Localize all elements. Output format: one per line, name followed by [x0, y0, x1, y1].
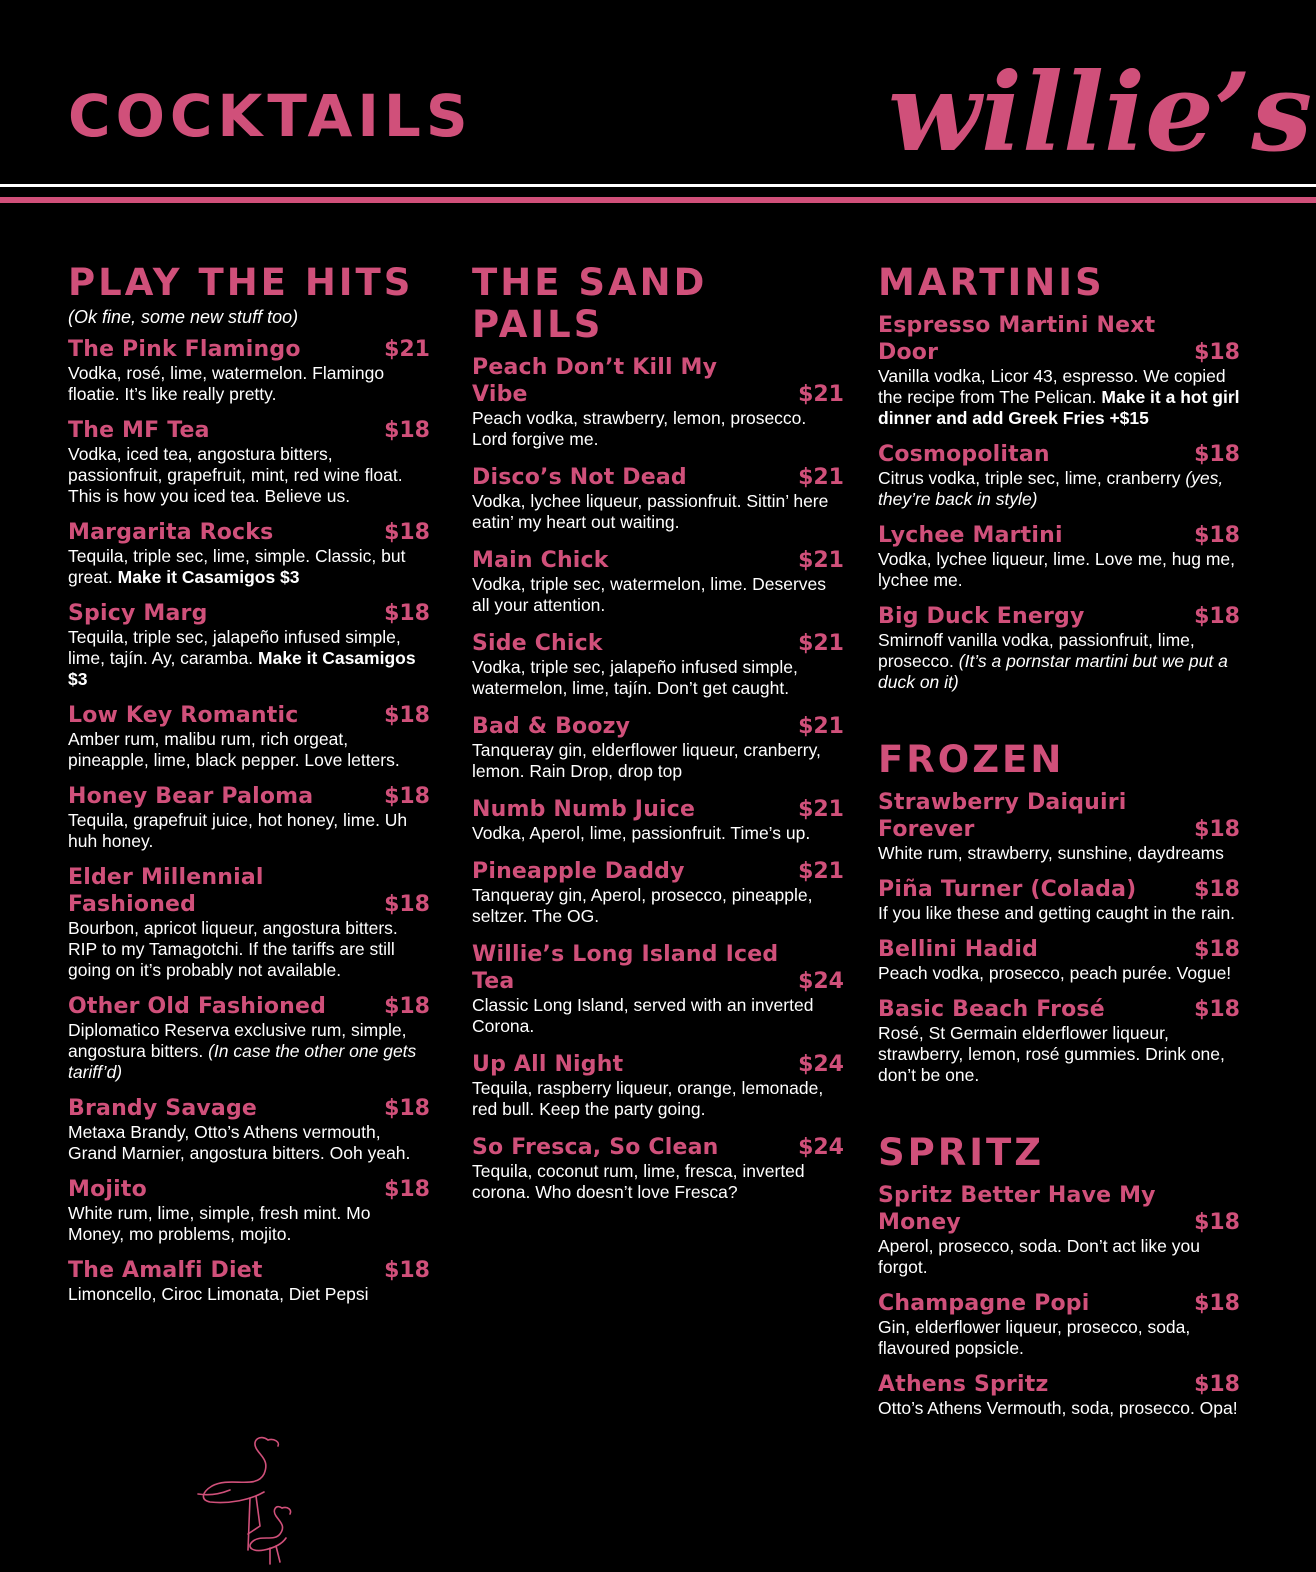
menu-item-name: Strawberry Daiquiri Forever — [878, 790, 1127, 842]
menu-item-name: Willie’s Long Island Iced Tea — [472, 942, 779, 994]
menu-item-header — [472, 941, 844, 995]
menu-item-name: Numb Numb Juice — [472, 797, 696, 822]
menu-item-header — [878, 1182, 1240, 1236]
menu-item-name: The Amalfi Diet — [68, 1258, 263, 1283]
menu-item-description — [68, 1284, 430, 1305]
menu-section — [68, 262, 430, 1305]
section-title: THE SAND PAILS — [472, 261, 708, 346]
menu-item-price: $18 — [1194, 1291, 1240, 1316]
menu-item-desc-text: Metaxa Brandy, Otto’s Athens vermouth, Grand Marnier, angostura bitters. Ooh yeah. — [68, 1122, 411, 1163]
menu-item-name: Lychee Martini — [878, 523, 1063, 548]
menu-item-price: $18 — [384, 1177, 430, 1202]
menu-item — [472, 1051, 844, 1120]
menu-item — [68, 702, 430, 771]
menu-item — [472, 941, 844, 1037]
menu-item-header — [472, 464, 844, 491]
menu-item-desc-text: Vodka, triple sec, jalapeño infused simple, watermelon, lime, tajín. Don’t get caught. — [472, 657, 798, 698]
menu-column-3 — [878, 262, 1240, 1431]
menu-item-name: Brandy Savage — [68, 1096, 258, 1121]
menu-item-header — [878, 996, 1240, 1023]
menu-item-header — [68, 993, 430, 1020]
menu-item-desc-text: Tequila, triple sec, lime, simple. Classic, but great. — [68, 546, 406, 587]
willies-logo — [880, 40, 1313, 190]
menu-item-description — [878, 366, 1240, 429]
menu-item-desc-text: Peach vodka, prosecco, peach purée. Vogue! — [878, 963, 1232, 983]
menu-item-price: $18 — [1194, 523, 1240, 548]
menu-item-header — [472, 630, 844, 657]
menu-item-desc-text: Tequila, grapefruit juice, hot honey, lime. Uh huh honey. — [68, 810, 408, 851]
section-title: FROZEN — [878, 738, 1065, 781]
menu-item — [878, 996, 1240, 1086]
menu-item-header — [68, 864, 430, 918]
menu-item-price: $18 — [1194, 937, 1240, 962]
menu-item-desc-text: White rum, strawberry, sunshine, daydreams — [878, 843, 1224, 863]
menu-item-desc-text: Citrus vodka, triple sec, lime, cranberry — [878, 468, 1181, 488]
flamingo-icon — [190, 1430, 320, 1565]
menu-item-desc-text: Tanqueray gin, elderflower liqueur, cranberry, lemon. Rain Drop, drop top — [472, 740, 821, 781]
menu-item — [878, 441, 1240, 510]
menu-item-description — [472, 657, 844, 699]
menu-item — [472, 547, 844, 616]
menu-column-1 — [68, 262, 430, 1317]
menu-item-description — [472, 408, 844, 450]
menu-item-desc-text: Vodka, rosé, lime, watermelon. Flamingo floatie. It’s like really pretty. — [68, 363, 385, 404]
menu-item-header — [878, 936, 1240, 963]
menu-item-header — [472, 713, 844, 740]
menu-item-price: $24 — [798, 1052, 844, 1077]
menu-item-price: $18 — [1194, 340, 1240, 365]
menu-item-price: $21 — [798, 797, 844, 822]
menu-item-description — [68, 810, 430, 852]
menu-item-desc-text: Diplomatico Reserva exclusive rum, simple, angostura bitters. — [68, 1020, 407, 1061]
menu-item — [472, 713, 844, 782]
menu-item-name: Other Old Fashioned — [68, 994, 327, 1019]
menu-item-desc-text: Amber rum, malibu rum, rich orgeat, pineapple, lime, black pepper. Love letters. — [68, 729, 400, 770]
menu-item-name: Big Duck Energy — [878, 604, 1085, 629]
menu-item-description — [472, 885, 844, 927]
menu-item-description — [68, 1203, 430, 1245]
menu-item-desc-text: Aperol, prosecco, soda. Don’t act like you forgot. — [878, 1236, 1200, 1277]
menu-item — [472, 1134, 844, 1203]
menu-item-list — [878, 789, 1240, 1086]
menu-item-description — [878, 1398, 1240, 1419]
menu-item-name: Margarita Rocks — [68, 520, 274, 545]
menu-item-desc-text: Vodka, Aperol, lime, passionfruit. Time’s up. — [472, 823, 811, 843]
menu-item-upsell: Make it Casamigos $3 — [68, 648, 416, 689]
header-divider-pink — [0, 197, 1316, 203]
menu-item-aside: (It’s a pornstar martini but we put a duck on it) — [878, 651, 1228, 692]
menu-item-upsell: Make it Casamigos $3 — [117, 567, 300, 587]
menu-item-price: $21 — [798, 548, 844, 573]
menu-item-header — [68, 702, 430, 729]
section-subtitle: (Ok fine, some new stuff too) — [68, 307, 299, 327]
menu-item — [878, 603, 1240, 693]
menu-item-aside: (yes, they’re back in style) — [878, 468, 1224, 509]
menu-item-header — [878, 876, 1240, 903]
menu-item-list — [472, 354, 844, 1203]
menu-item-header — [68, 600, 430, 627]
menu-item-upsell: Make it a hot girl dinner and add Greek Fries +$15 — [878, 387, 1240, 428]
menu-item-description — [68, 1020, 430, 1083]
menu-item-price: $18 — [384, 1258, 430, 1283]
menu-item-name: Low Key Romantic — [68, 703, 299, 728]
menu-item-price: $18 — [1194, 1210, 1240, 1235]
menu-item-price: $21 — [798, 859, 844, 884]
menu-item-desc-text: Vodka, triple sec, watermelon, lime. Deserves all your attention. — [472, 574, 827, 615]
menu-item-name: Espresso Martini Next Door — [878, 313, 1156, 365]
menu-section — [472, 262, 844, 1203]
menu-item-name: Athens Spritz — [878, 1372, 1049, 1397]
menu-item-desc-text: Vanilla vodka, Licor 43, espresso. We copied the recipe from The Pelican. — [878, 366, 1226, 407]
menu-item — [878, 876, 1240, 924]
menu-item — [68, 336, 430, 405]
menu-column-2 — [472, 262, 844, 1217]
menu-item — [472, 630, 844, 699]
menu-item-description — [68, 1122, 430, 1164]
menu-item-desc-text: Vodka, lychee liqueur, passionfruit. Sittin’ here eatin’ my heart out waiting. — [472, 491, 829, 532]
menu-item-list — [878, 1182, 1240, 1419]
menu-item — [878, 522, 1240, 591]
menu-item-header — [472, 796, 844, 823]
willies-logo-text: willie’s — [888, 50, 1313, 176]
menu-item-description — [878, 1023, 1240, 1086]
menu-item-description — [68, 729, 430, 771]
menu-item-name: Spritz Better Have My Money — [878, 1183, 1156, 1235]
menu-item — [878, 1371, 1240, 1419]
menu-item-price: $24 — [798, 969, 844, 994]
menu-item-price: $18 — [384, 994, 430, 1019]
menu-item-header — [878, 789, 1240, 843]
menu-item-desc-text: Vodka, lychee liqueur, lime. Love me, hug me, lychee me. — [878, 549, 1236, 590]
menu-item-header — [472, 547, 844, 574]
page-title: COCKTAILS — [68, 82, 473, 150]
menu-item-description — [472, 1161, 844, 1203]
menu-item-header — [68, 1095, 430, 1122]
menu-item — [878, 936, 1240, 984]
menu-item-header — [878, 522, 1240, 549]
menu-item-name: Main Chick — [472, 548, 609, 573]
menu-item-price: $18 — [384, 601, 430, 626]
menu-item-header — [878, 441, 1240, 468]
menu-item-price: $18 — [384, 892, 430, 917]
menu-item-price: $21 — [798, 382, 844, 407]
menu-section — [878, 262, 1240, 693]
menu-item-description — [878, 1317, 1240, 1359]
menu-item-description — [68, 627, 430, 690]
menu-item-name: So Fresca, So Clean — [472, 1135, 719, 1160]
menu-item-name: Piña Turner (Colada) — [878, 877, 1137, 902]
menu-item-description — [878, 843, 1240, 864]
menu-item-description — [472, 1078, 844, 1120]
menu-item — [68, 993, 430, 1083]
menu-item-description — [472, 740, 844, 782]
menu-item-header — [68, 336, 430, 363]
menu-item — [68, 1095, 430, 1164]
menu-item-description — [472, 995, 844, 1037]
menu-item-price: $21 — [798, 465, 844, 490]
menu-item-price: $18 — [384, 703, 430, 728]
menu-item-header — [68, 783, 430, 810]
menu-item-name: The MF Tea — [68, 418, 210, 443]
menu-item-header — [472, 858, 844, 885]
menu-item-header — [68, 1257, 430, 1284]
menu-item — [68, 1176, 430, 1245]
menu-item — [68, 519, 430, 588]
menu-item-name: Bad & Boozy — [472, 714, 631, 739]
menu-item — [878, 1290, 1240, 1359]
menu-item-name: Peach Don’t Kill My Vibe — [472, 355, 718, 407]
menu-item-list — [68, 336, 430, 1305]
menu-item-price: $18 — [1194, 442, 1240, 467]
menu-item-price: $18 — [1194, 604, 1240, 629]
menu-item-price: $21 — [384, 337, 430, 362]
menu-item-name: Honey Bear Paloma — [68, 784, 314, 809]
menu-item-price: $18 — [1194, 877, 1240, 902]
menu-item-desc-text: Vodka, iced tea, angostura bitters, passionfruit, grapefruit, mint, red wine float. This is how you iced tea. Believe us. — [68, 444, 403, 506]
menu-item-price: $18 — [1194, 1372, 1240, 1397]
menu-item-name: Cosmopolitan — [878, 442, 1050, 467]
menu-item-header — [68, 1176, 430, 1203]
section-title: SPRITZ — [878, 1131, 1045, 1174]
menu-item-header — [472, 1134, 844, 1161]
menu-item-description — [878, 903, 1240, 924]
menu-item-header — [472, 1051, 844, 1078]
menu-item-name: Up All Night — [472, 1052, 624, 1077]
menu-item — [68, 600, 430, 690]
menu-item-price: $18 — [384, 418, 430, 443]
menu-item-desc-text: Tequila, raspberry liqueur, orange, lemonade, red bull. Keep the party going. — [472, 1078, 824, 1119]
menu-item-description — [878, 630, 1240, 693]
menu-item-desc-text: Tequila, triple sec, jalapeño infused simple, lime, tajín. Ay, caramba. — [68, 627, 401, 668]
menu-item-description — [68, 918, 430, 981]
section-title: PLAY THE HITS — [68, 261, 414, 304]
menu-item-name: Bellini Hadid — [878, 937, 1039, 962]
menu-item-desc-text: Smirnoff vanilla vodka, passionfruit, lime, prosecco. — [878, 630, 1195, 671]
menu-item-name: Champagne Popi — [878, 1291, 1090, 1316]
menu-item-name: Basic Beach Frosé — [878, 997, 1105, 1022]
menu-item-header — [472, 354, 844, 408]
menu-item — [878, 312, 1240, 429]
menu-item-description — [878, 549, 1240, 591]
menu-item-header — [878, 312, 1240, 366]
menu-item — [68, 1257, 430, 1305]
menu-item-price: $18 — [384, 784, 430, 809]
menu-item-price: $18 — [384, 520, 430, 545]
menu-item — [878, 1182, 1240, 1278]
menu-item-description — [472, 491, 844, 533]
menu-item-price: $21 — [798, 714, 844, 739]
menu-item-desc-text: If you like these and getting caught in the rain. — [878, 903, 1236, 923]
menu-item-list — [878, 312, 1240, 693]
menu-item-header — [878, 1371, 1240, 1398]
menu-item-name: Spicy Marg — [68, 601, 208, 626]
menu-item — [472, 464, 844, 533]
header-divider-white — [0, 184, 1316, 187]
menu-item — [878, 789, 1240, 864]
menu-item-name: Elder Millennial Fashioned — [68, 865, 264, 917]
menu-item-desc-text: White rum, lime, simple, fresh mint. Mo Money, mo problems, mojito. — [68, 1203, 371, 1244]
menu-item-price: $18 — [1194, 997, 1240, 1022]
menu-item-desc-text: Rosé, St Germain elderflower liqueur, strawberry, lemon, rosé gummies. Drink one, don’t be one. — [878, 1023, 1225, 1085]
menu-item-desc-text: Tequila, coconut rum, lime, fresca, inverted corona. Who doesn’t love Fresca? — [472, 1161, 805, 1202]
menu-item-name: Disco’s Not Dead — [472, 465, 687, 490]
menu-item-name: Mojito — [68, 1177, 147, 1202]
menu-item-description — [878, 468, 1240, 510]
menu-item-description — [68, 444, 430, 507]
menu-section — [878, 739, 1240, 1086]
menu-item-header — [878, 1290, 1240, 1317]
menu-item — [472, 858, 844, 927]
menu-item — [472, 354, 844, 450]
menu-item-header — [878, 603, 1240, 630]
menu-item-aside: (In case the other one gets tariff’d) — [68, 1041, 417, 1082]
menu-item-name: The Pink Flamingo — [68, 337, 301, 362]
menu-item-price: $24 — [798, 1135, 844, 1160]
menu-item-desc-text: Limoncello, Ciroc Limonata, Diet Pepsi — [68, 1284, 369, 1304]
menu-item-description — [472, 574, 844, 616]
menu-item-header — [68, 417, 430, 444]
menu-item-desc-text: Peach vodka, strawberry, lemon, prosecco. Lord forgive me. — [472, 408, 807, 449]
menu-item-description — [878, 1236, 1240, 1278]
menu-item — [472, 796, 844, 844]
menu-item-description — [472, 823, 844, 844]
menu-item-name: Pineapple Daddy — [472, 859, 685, 884]
section-title: MARTINIS — [878, 261, 1105, 304]
menu-section — [878, 1132, 1240, 1419]
menu-item-desc-text: Tanqueray gin, Aperol, prosecco, pineapple, seltzer. The OG. — [472, 885, 813, 926]
menu-item-desc-text: Classic Long Island, served with an inverted Corona. — [472, 995, 814, 1036]
menu-item-header — [68, 519, 430, 546]
menu-item-desc-text: Otto’s Athens Vermouth, soda, prosecco. Opa! — [878, 1398, 1238, 1418]
menu-item — [68, 783, 430, 852]
menu-item — [68, 864, 430, 981]
menu-item-price: $18 — [1194, 817, 1240, 842]
menu-item-description — [68, 363, 430, 405]
menu-item — [68, 417, 430, 507]
menu-item-name: Side Chick — [472, 631, 603, 656]
menu-item-price: $18 — [384, 1096, 430, 1121]
menu-item-desc-text: Gin, elderflower liqueur, prosecco, soda, flavoured popsicle. — [878, 1317, 1191, 1358]
menu-item-description — [68, 546, 430, 588]
menu-item-desc-text: Bourbon, apricot liqueur, angostura bitters. RIP to my Tamagotchi. If the tariffs are still going on it’s probably not available. — [68, 918, 398, 980]
menu-item-price: $21 — [798, 631, 844, 656]
menu-item-description — [878, 963, 1240, 984]
